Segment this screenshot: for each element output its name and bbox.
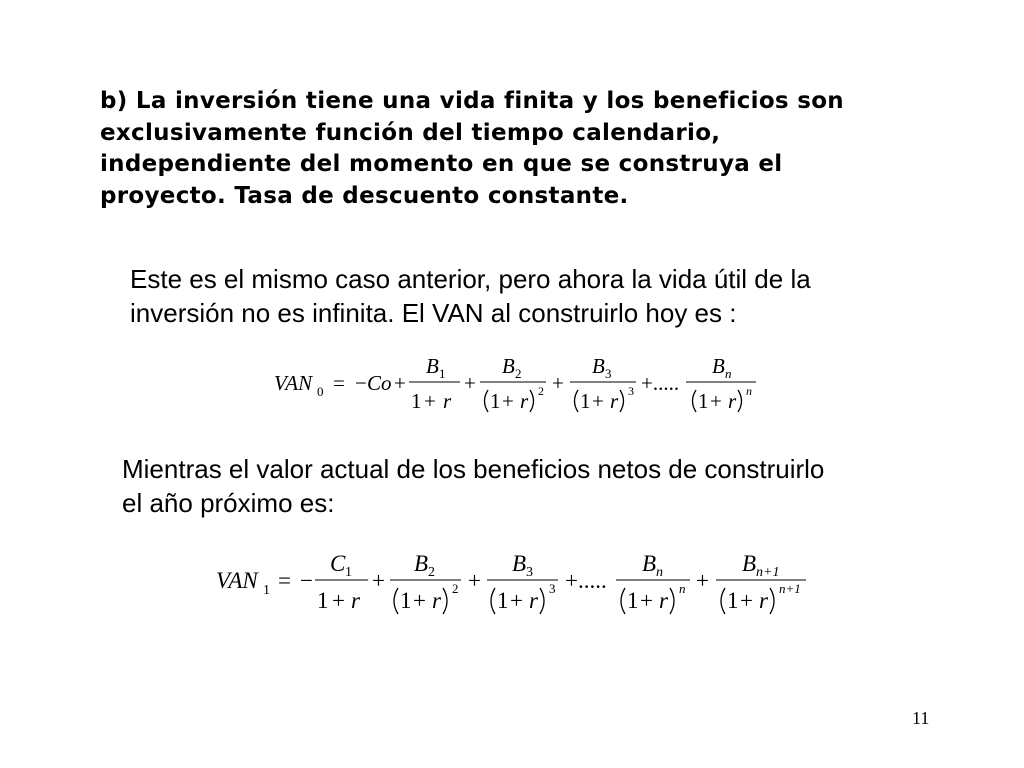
eq2-denominator-n1-one: 1 bbox=[727, 588, 739, 613]
eq2-left-paren-n bbox=[621, 588, 625, 614]
eq2-minus: − bbox=[300, 568, 313, 593]
eq2-numerator-bn1-sub: n+1 bbox=[756, 565, 780, 580]
eq1-denominator-1-r: r bbox=[443, 389, 452, 413]
eq1-numerator-b1: B bbox=[426, 354, 439, 378]
eq1-plus-1: + bbox=[394, 371, 406, 395]
eq2-numerator-c1-sub: 1 bbox=[345, 565, 352, 580]
eq2-left-paren-2 bbox=[394, 588, 398, 614]
eq2-numerator-bn-sub: n bbox=[656, 565, 663, 580]
eq2-denominator-3-r: r bbox=[529, 588, 538, 613]
eq2-left-paren-3 bbox=[491, 588, 495, 614]
eq2-denominator-2-r: r bbox=[432, 588, 441, 613]
eq2-exponent-n1: n+1 bbox=[779, 581, 801, 596]
eq2-numerator-b2-sub: 2 bbox=[428, 565, 435, 580]
eq1-denominator-2-r: r bbox=[520, 389, 529, 413]
eq2-denominator-1-plus: + bbox=[332, 588, 345, 613]
eq2-denominator-n-plus: + bbox=[640, 588, 653, 613]
eq2-right-paren-n1 bbox=[770, 588, 774, 614]
eq1-denominator-1-plus: + bbox=[424, 389, 436, 413]
eq2-ellipsis: +..... bbox=[565, 568, 607, 593]
eq1-numerator-b3: B bbox=[592, 354, 605, 378]
eq1-lhs: VAN bbox=[274, 371, 313, 395]
eq1-numerator-b3-sub: 3 bbox=[605, 366, 612, 381]
eq1-plus-3: + bbox=[552, 371, 564, 395]
eq1-left-paren-3 bbox=[575, 390, 579, 412]
eq2-plus-2: + bbox=[468, 568, 481, 593]
eq1-exponent-n: n bbox=[746, 384, 752, 398]
eq2-denominator-n1-plus: + bbox=[740, 588, 753, 613]
eq1-co: Co bbox=[367, 371, 392, 395]
eq1-denominator-n-one: 1 bbox=[698, 389, 709, 413]
eq2-numerator-c1: C bbox=[330, 551, 346, 576]
eq2-right-paren-n bbox=[670, 588, 674, 614]
paragraph2-line-1: Mientras el valor actual de los beneficios netos de construirlo bbox=[122, 454, 825, 484]
eq1-right-paren-3 bbox=[620, 390, 624, 412]
eq1-plus-2: + bbox=[464, 371, 476, 395]
paragraph1-line-1: Este es el mismo caso anterior, pero ahora la vida útil de la bbox=[130, 264, 811, 294]
eq1-numerator-b2-sub: 2 bbox=[515, 366, 522, 381]
eq2-denominator-1-r: r bbox=[351, 588, 360, 613]
equation-npv-next-year bbox=[216, 551, 806, 614]
eq1-denominator-3-plus: + bbox=[592, 389, 604, 413]
eq2-denominator-3-one: 1 bbox=[497, 588, 509, 613]
eq2-exponent-n: n bbox=[679, 581, 686, 596]
eq2-denominator-2-one: 1 bbox=[400, 588, 412, 613]
eq2-left-paren-n1 bbox=[721, 588, 725, 614]
eq1-right-paren-2 bbox=[530, 390, 534, 412]
eq1-left-paren-n bbox=[693, 390, 697, 412]
eq1-exponent-3: 3 bbox=[628, 384, 634, 398]
eq1-left-paren-2 bbox=[485, 390, 489, 412]
heading-line-4: proyecto. Tasa de descuento constante. bbox=[100, 182, 629, 209]
eq2-numerator-b2: B bbox=[414, 551, 429, 576]
eq2-numerator-bn: B bbox=[642, 551, 657, 576]
eq1-minus: − bbox=[355, 371, 367, 395]
heading-line-3: independiente del momento en que se construya el bbox=[100, 151, 783, 177]
heading-line-2: exclusivamente función del tiempo calendario, bbox=[100, 119, 721, 146]
eq1-denominator-1-one: 1 bbox=[411, 389, 422, 413]
eq2-numerator-b3: B bbox=[512, 551, 527, 576]
eq1-numerator-b1-sub: 1 bbox=[439, 366, 446, 381]
eq2-equals: = bbox=[278, 568, 291, 593]
eq2-right-paren-3 bbox=[540, 588, 544, 614]
eq2-denominator-2-plus: + bbox=[413, 588, 426, 613]
eq1-numerator-bn-sub: n bbox=[725, 366, 732, 381]
eq1-denominator-n-r: r bbox=[728, 389, 737, 413]
heading-line-1: b) La inversión tiene una vida finita y los beneficios son bbox=[100, 88, 844, 114]
eq2-plus-1: + bbox=[372, 568, 385, 593]
paragraph2-line-2: el año próximo es: bbox=[122, 488, 335, 518]
eq1-numerator-b2: B bbox=[502, 354, 515, 378]
eq1-denominator-3-r: r bbox=[610, 389, 619, 413]
eq2-numerator-bn1: B bbox=[742, 551, 757, 576]
eq2-exponent-3: 3 bbox=[549, 581, 556, 596]
eq2-plus-3: + bbox=[696, 568, 709, 593]
eq2-right-paren-2 bbox=[443, 588, 447, 614]
eq2-denominator-1-one: 1 bbox=[317, 588, 329, 613]
eq2-denominator-3-plus: + bbox=[510, 588, 523, 613]
eq1-right-paren-n bbox=[738, 390, 742, 412]
eq1-denominator-2-one: 1 bbox=[490, 389, 501, 413]
eq2-denominator-n-one: 1 bbox=[627, 588, 639, 613]
eq1-equals: = bbox=[333, 371, 345, 395]
eq1-denominator-n-plus: + bbox=[710, 389, 722, 413]
eq2-exponent-2: 2 bbox=[452, 581, 459, 596]
eq1-lhs-subscript: 0 bbox=[317, 384, 324, 399]
eq2-numerator-b3-sub: 3 bbox=[526, 565, 533, 580]
paragraph1-line-2: inversión no es infinita. El VAN al construirlo hoy es : bbox=[130, 298, 737, 328]
eq2-denominator-n-r: r bbox=[659, 588, 668, 613]
eq2-lhs-subscript: 1 bbox=[263, 583, 270, 598]
page-number: 11 bbox=[912, 708, 930, 728]
eq1-denominator-3-one: 1 bbox=[580, 389, 591, 413]
eq1-exponent-2: 2 bbox=[538, 384, 544, 398]
eq2-denominator-n1-r: r bbox=[759, 588, 768, 613]
eq1-denominator-2-plus: + bbox=[502, 389, 514, 413]
eq1-ellipsis: +..... bbox=[641, 371, 680, 395]
eq2-lhs: VAN bbox=[216, 568, 258, 593]
eq1-numerator-bn: B bbox=[712, 354, 725, 378]
